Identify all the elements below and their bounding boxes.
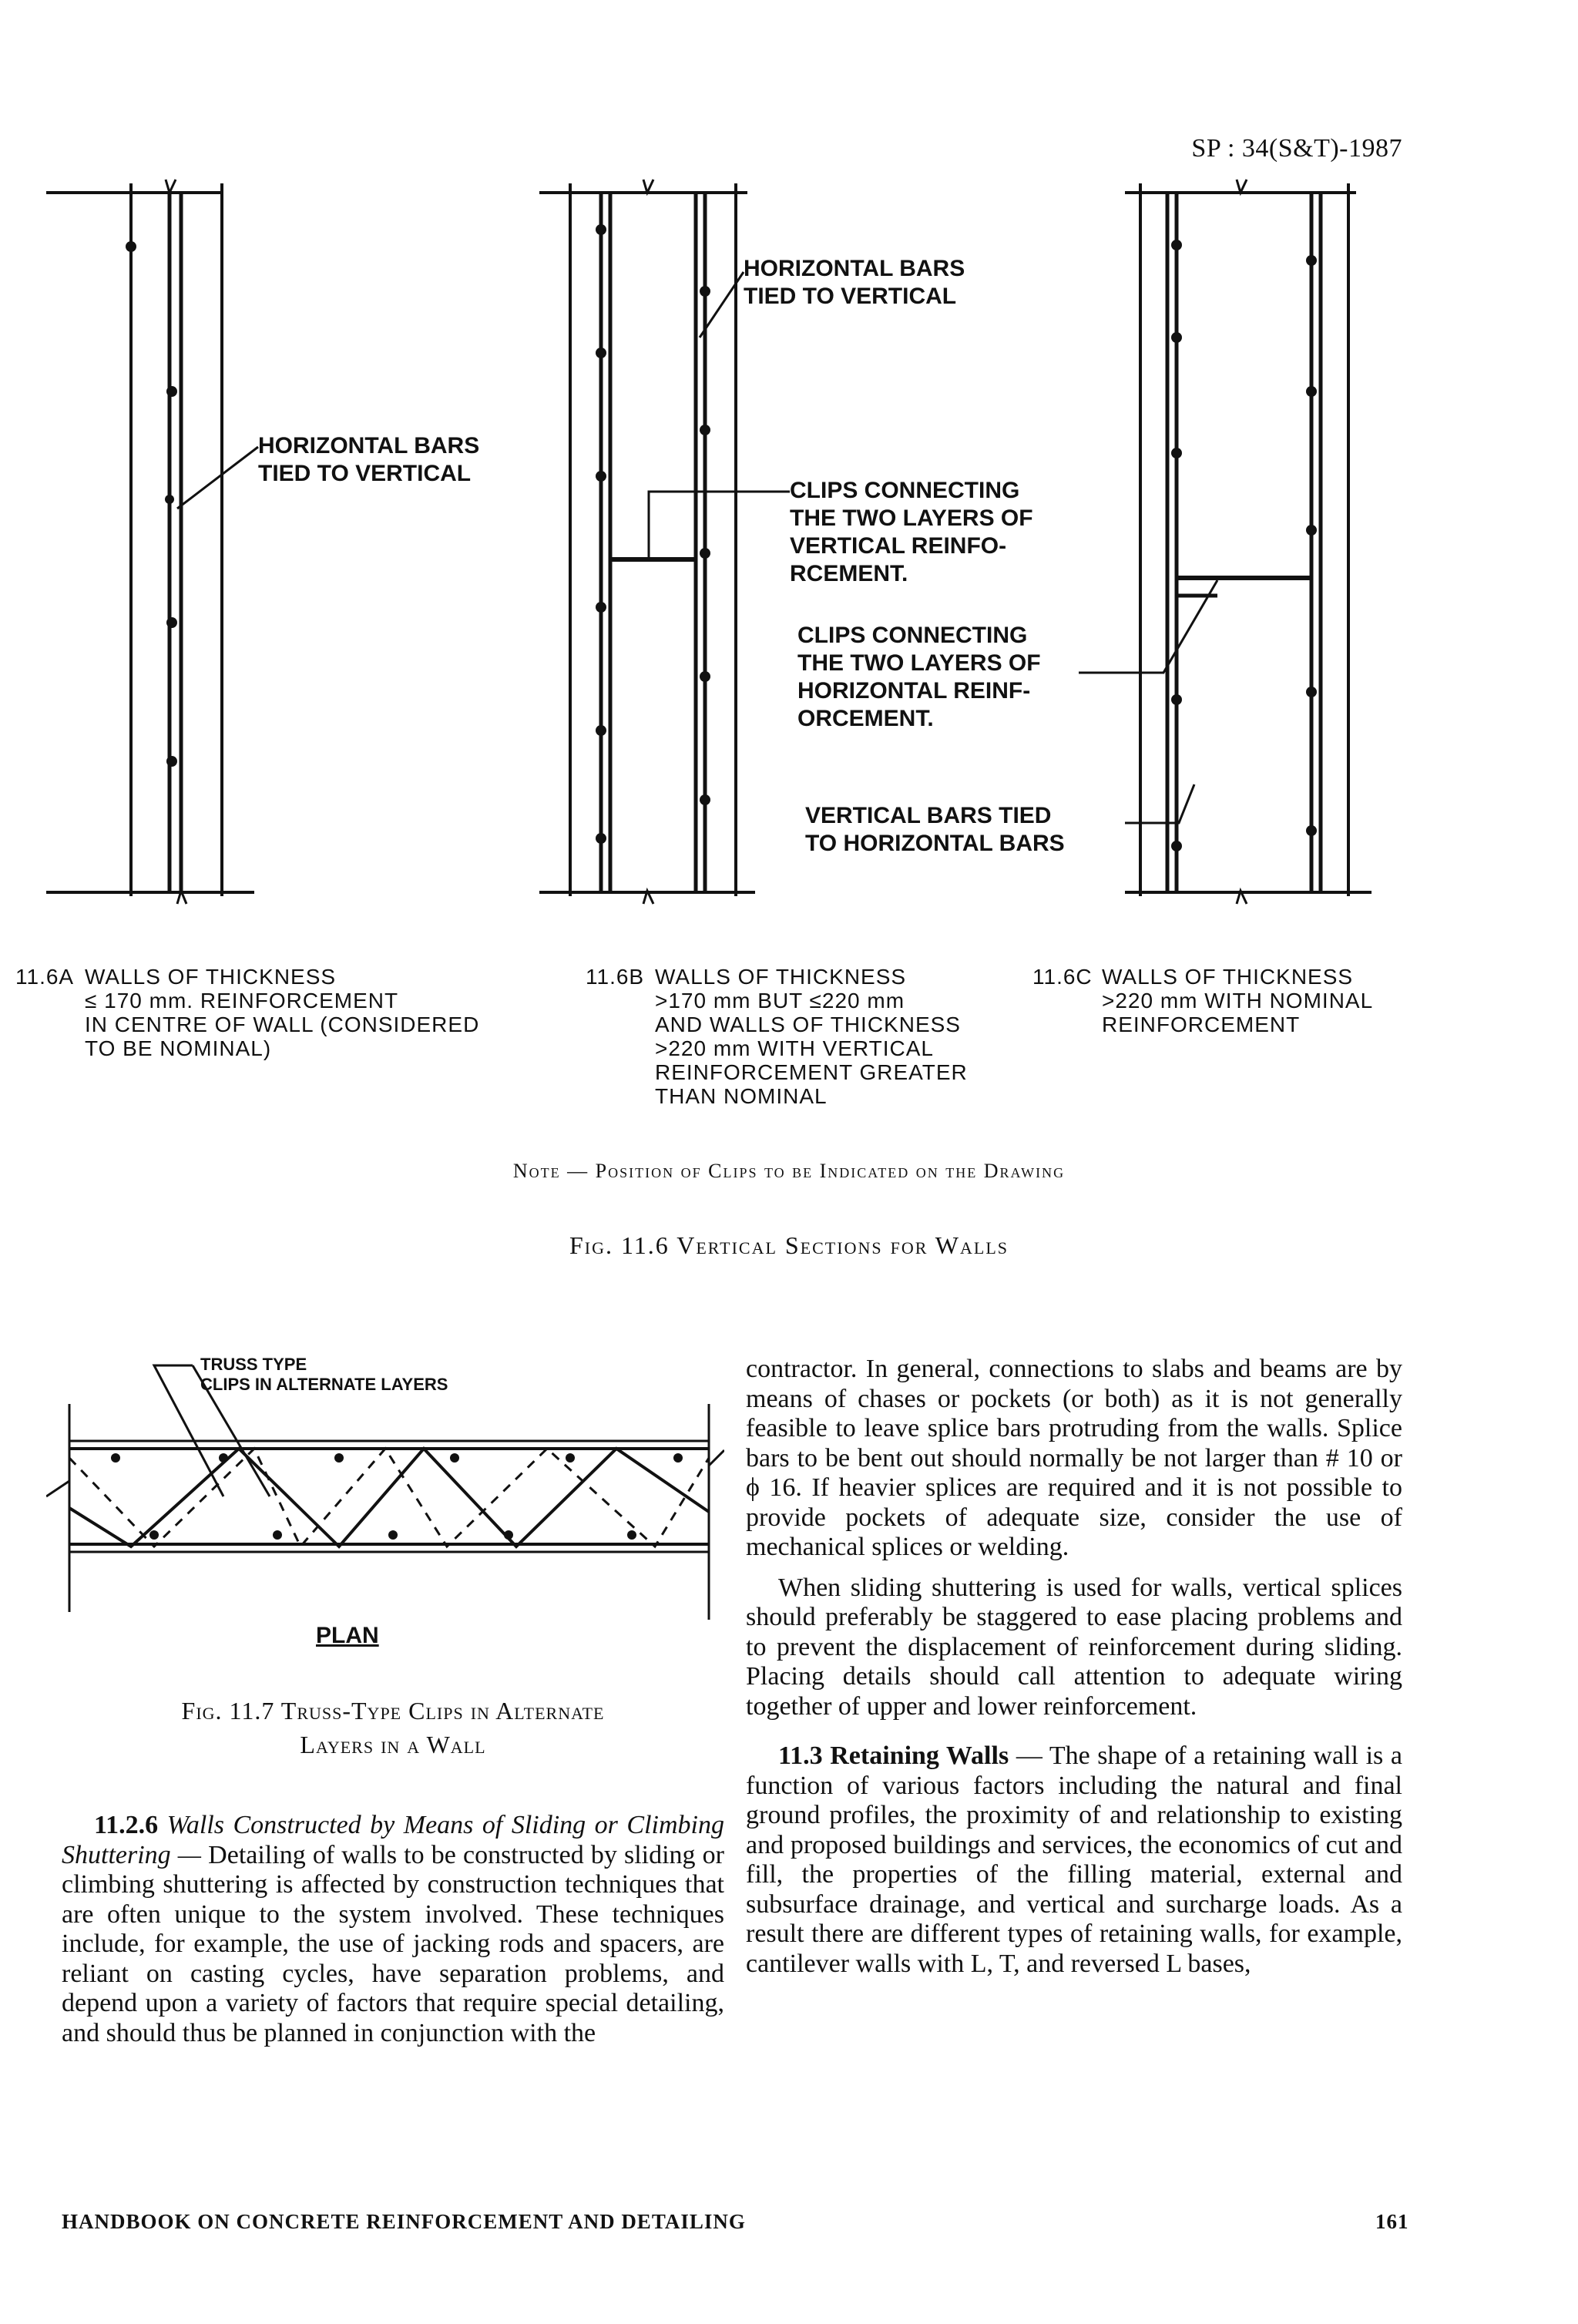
fig-11-7-caption-line1: Fig. 11.7 Truss-Type Clips in Alternate: [181, 1697, 605, 1725]
bar-markers: [126, 224, 1317, 851]
caption-b-line2: >170 mm BUT ≤220 mm: [655, 989, 905, 1013]
label-c-vertical-line1: VERTICAL BARS TIED: [805, 803, 1052, 828]
caption-a-line3: IN CENTRE OF WALL (CONSIDERED: [85, 1013, 480, 1036]
caption-b-number: 11.6B: [586, 965, 645, 989]
label-c-clips-line1: CLIPS CONNECTING: [797, 623, 1028, 648]
caption-b-line3: AND WALLS OF THICKNESS: [655, 1013, 961, 1036]
label-b-clips-line1: CLIPS CONNECTING: [790, 478, 1020, 503]
label-c-clips-line3: HORIZONTAL REINF-: [797, 678, 1031, 704]
fig-11-7-label-line1: TRUSS TYPE: [200, 1355, 307, 1374]
caption-a-number: 11.6A: [15, 965, 75, 989]
caption-a-line4: TO BE NOMINAL): [85, 1036, 272, 1060]
page-header-code: SP : 34(S&T)-1987: [1191, 134, 1402, 163]
caption-b-line6: THAN NOMINAL: [655, 1084, 828, 1108]
right-para-1: contractor. In general, connections to slabs and beams are by means of chases or pockets (or both) as it is not generally feasible to leave splice bars protruding from the walls. Splice bars to be bent out should normally be not larger than # 10 or ϕ 16. If heavier splices are required and it is not possible to provide pockets of adequate size, consider the use of mechanical splices or welding.: [746, 1355, 1402, 1561]
label-c-clips-line4: ORCEMENT.: [797, 706, 934, 731]
label-c-clips-line2: THE TWO LAYERS OF: [797, 650, 1041, 676]
caption-c-line2: >220 mm WITH NOMINAL: [1102, 989, 1374, 1013]
fig-11-7-plan-label: PLAN: [316, 1623, 379, 1648]
caption-11-6a: [15, 965, 516, 1060]
section-11-2-6-body: Detailing of walls to be constructed by sliding or climbing shuttering is affected by construction techniques that are often unique to the system involved. These techniques include, for example, the use of jacking rods and spacers, are reliant on casting cycles, have separation problems, and depend upon a variety of factors that require special detailing, and should thus be planned in conjunction with the: [62, 1840, 724, 2047]
caption-c-line1: WALLS OF THICKNESS: [1102, 965, 1354, 989]
fig-11-7-label-line2: CLIPS IN ALTERNATE LAYERS: [200, 1375, 448, 1394]
fig-11-6-diagram: [46, 176, 1495, 962]
label-b-horizontal-line1: HORIZONTAL BARS: [744, 256, 965, 281]
section-11-2-6-number: 11.2.6: [94, 1811, 159, 1839]
fig-11-7-caption: [62, 1694, 724, 1761]
caption-a-line1: WALLS OF THICKNESS: [85, 965, 337, 989]
caption-11-6c: [1032, 965, 1541, 1036]
label-b-clips-line4: RCEMENT.: [790, 561, 908, 586]
right-column-text: [746, 1355, 1402, 1990]
caption-b-line4: >220 mm WITH VERTICAL: [655, 1036, 935, 1060]
label-a-horizontal-line2: TIED TO VERTICAL: [258, 461, 472, 486]
fig-11-7-diagram: [46, 1350, 724, 1674]
footer-page-number: 161: [1375, 2210, 1409, 2233]
section-11-3-number: 11.3: [778, 1741, 823, 1770]
right-para-2: When sliding shuttering is used for walls, vertical splices should preferably be staggered to ease placing problems and to prevent the displacement of reinforcement during sliding. Placing details should call attention to adequate wiring together of upper and lower reinforcement.: [746, 1573, 1402, 1721]
label-a-horizontal-line1: HORIZONTAL BARS: [258, 433, 480, 458]
wall-sections-svg: [46, 176, 1495, 962]
section-11-3-body: — The shape of a retaining wall is a function of various factors including the natural and final ground profiles, the proximity of and relationship to existing and proposed buildings and services, the economics of cut and fill, the properties of the filling material, external and subsurface drainage, and vertical and surcharge loads. As a result there are different types of retaining walls, for example, cantilever walls with L, T, and reversed L bases,: [746, 1741, 1402, 1978]
caption-b-line1: WALLS OF THICKNESS: [655, 965, 907, 989]
caption-c-line3: REINFORCEMENT: [1102, 1013, 1301, 1036]
wall-a-section: [46, 180, 254, 904]
fig-11-6-title: Fig. 11.6 Vertical Sections for Walls: [569, 1231, 1009, 1259]
caption-c-number: 11.6C: [1032, 965, 1093, 989]
caption-b-line5: REINFORCEMENT GREATER: [655, 1060, 968, 1084]
label-b-horizontal-line2: TIED TO VERTICAL: [744, 284, 957, 309]
label-c-vertical-line2: TO HORIZONTAL BARS: [805, 831, 1065, 856]
label-b-clips-line3: VERTICAL REINFO-: [790, 533, 1007, 559]
fig-11-7-caption-line2: Layers in a Wall: [300, 1731, 486, 1758]
fig-11-6-note: Note — Position of Clips to be Indicated on the Drawing: [512, 1160, 1066, 1182]
section-11-3-title: Retaining Walls: [830, 1741, 1009, 1770]
section-11-2-6-title: Walls Constructed by Means of Sliding or Climbing Shuttering —: [62, 1811, 724, 1869]
footer-title: HANDBOOK ON CONCRETE REINFORCEMENT AND DETAILING: [62, 2210, 746, 2233]
caption-11-6b: [586, 965, 1063, 1108]
label-b-clips-line2: THE TWO LAYERS OF: [790, 505, 1033, 531]
truss-clips-svg: [46, 1350, 724, 1674]
left-column-text: [62, 1811, 724, 2059]
caption-a-line2: ≤ 170 mm. REINFORCEMENT: [85, 989, 399, 1013]
wall-c-section: [1079, 180, 1372, 904]
